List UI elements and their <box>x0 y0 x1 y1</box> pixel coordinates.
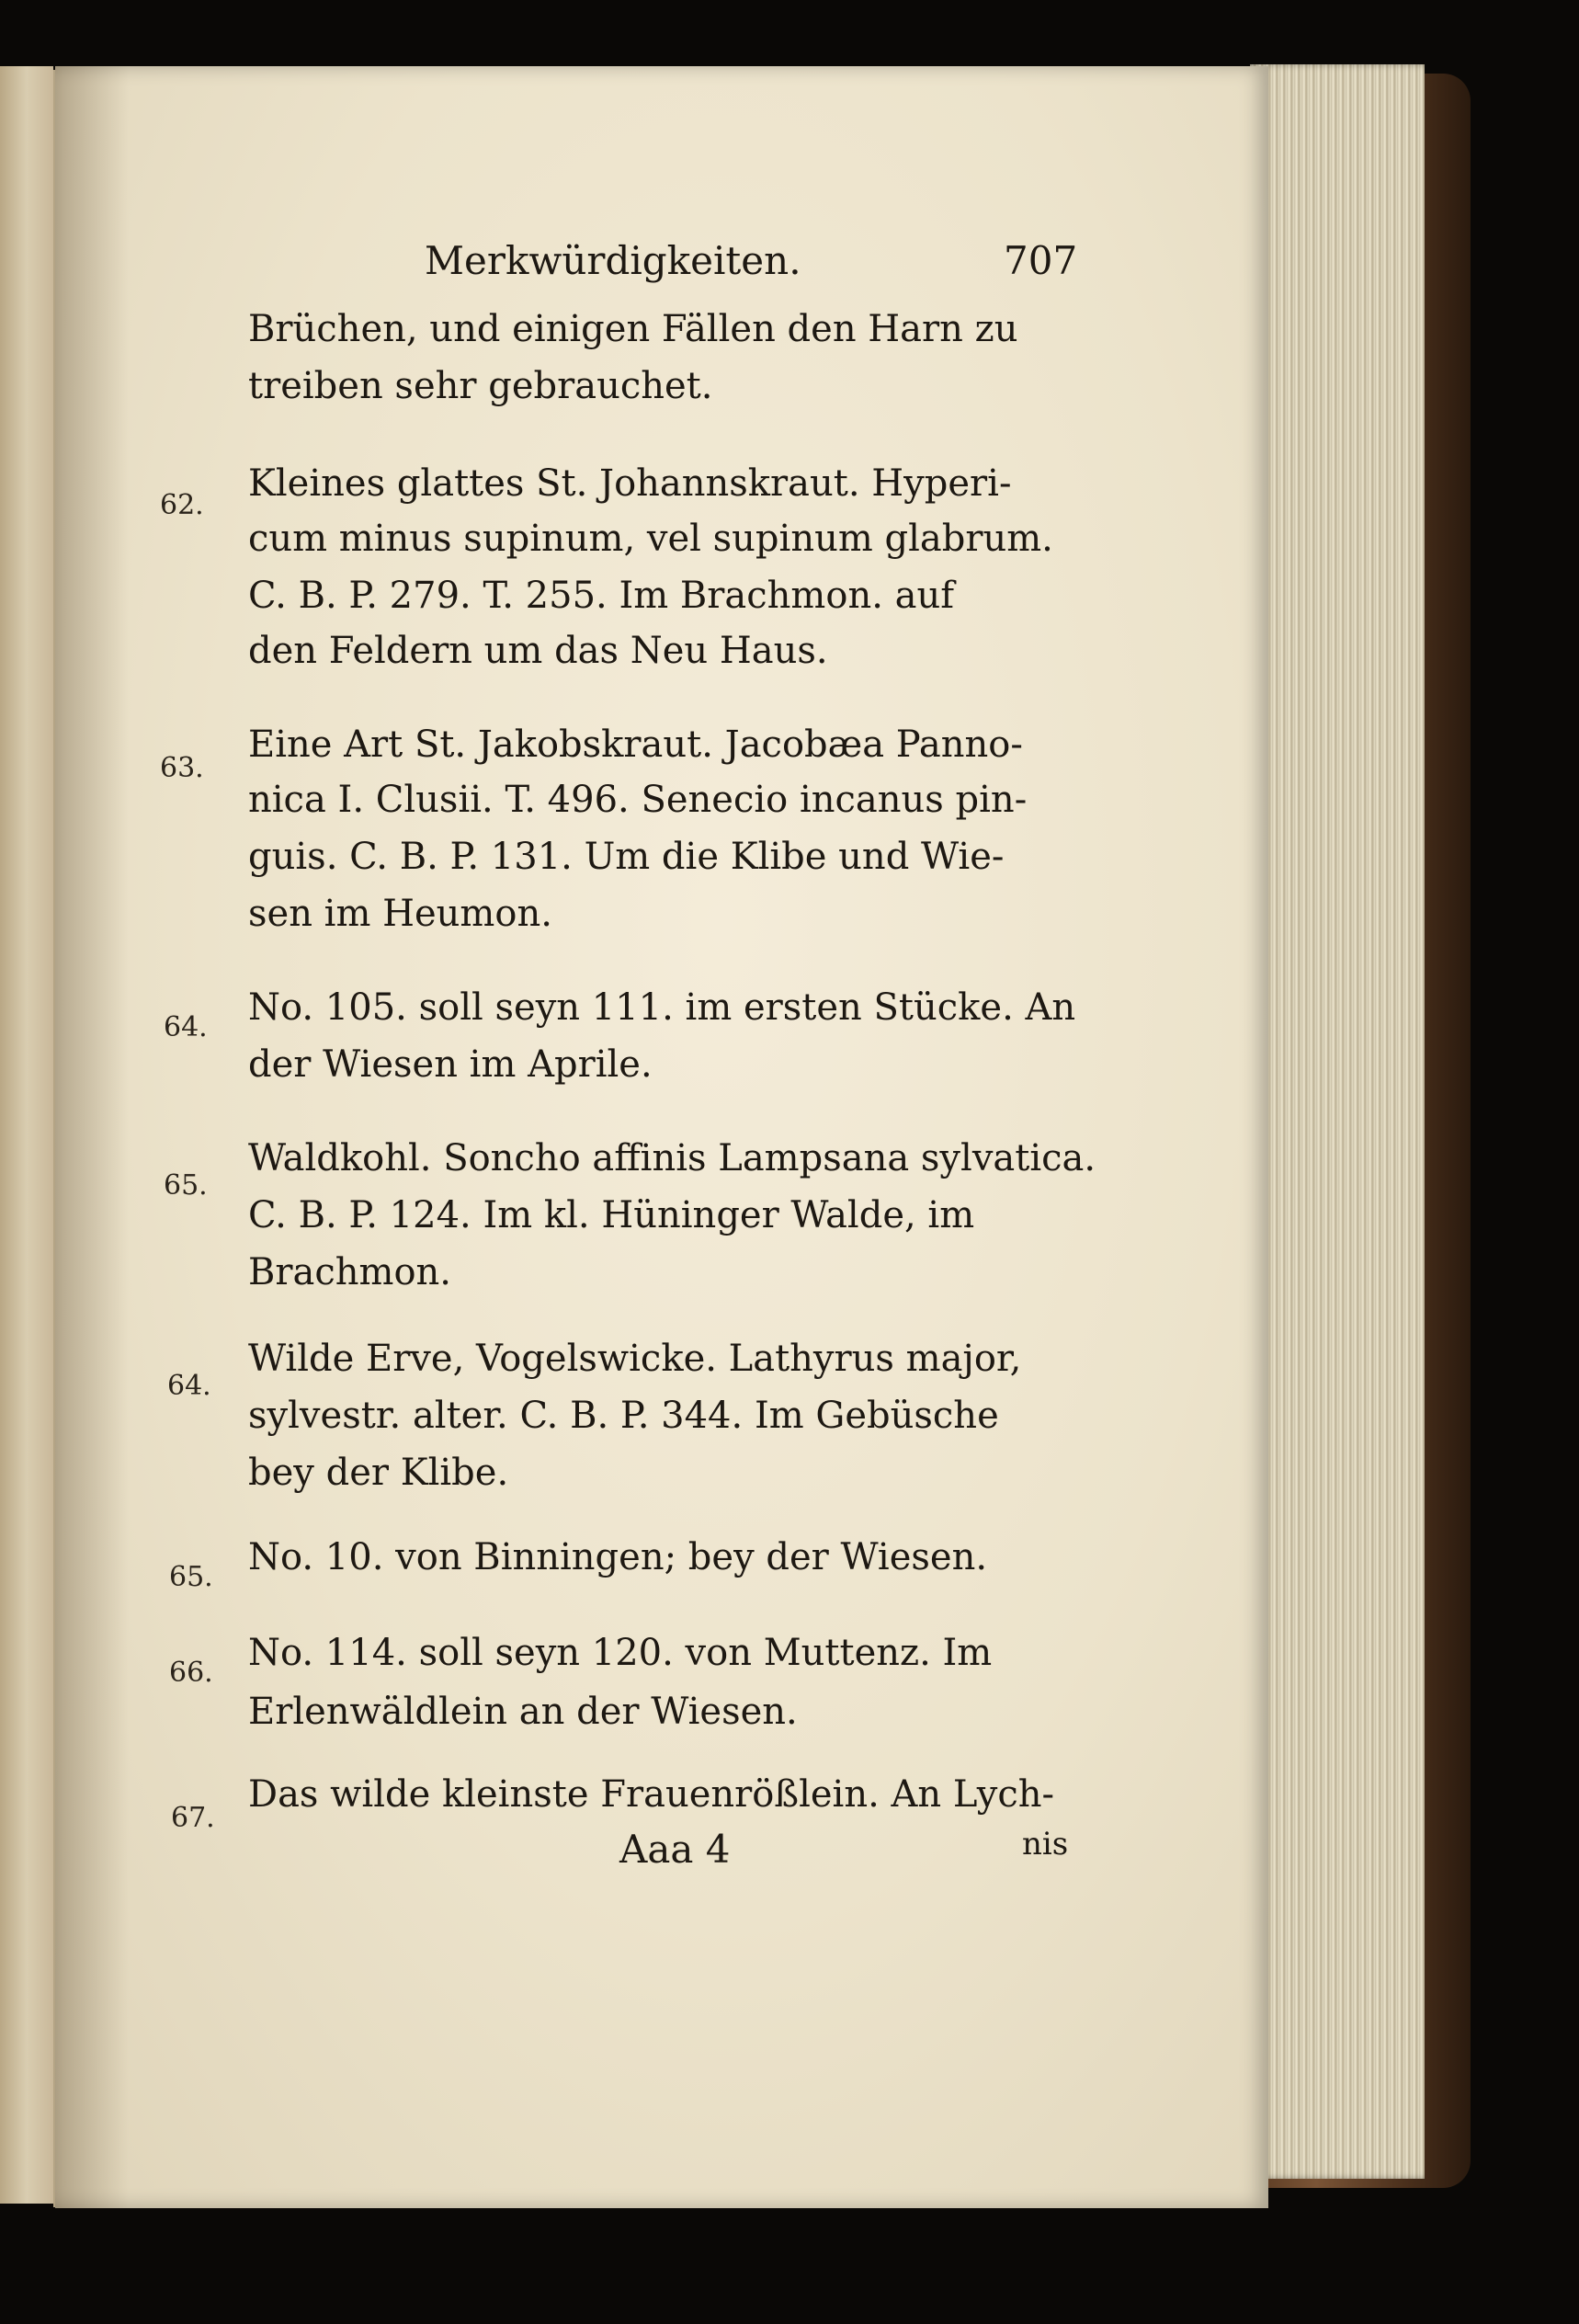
text-line: C. B. P. 279. T. 255. Im Brachmon. auf <box>248 575 955 617</box>
running-title: Merkwürdigkeiten. <box>425 238 801 283</box>
text-line: Waldkohl. Soncho affinis Lampsana sylvatica. <box>248 1137 1096 1179</box>
text-line: No. 10. von Binningen; bey der Wiesen. <box>248 1536 988 1578</box>
text-line: No. 114. soll seyn 120. von Muttenz. Im <box>248 1632 993 1674</box>
text-line: sylvestr. alter. C. B. P. 344. Im Gebüsche <box>248 1395 999 1437</box>
text-line: Erlenwäldlein an der Wiesen. <box>248 1691 798 1733</box>
entry-number: 65. <box>169 1561 213 1593</box>
entry-number: 64. <box>164 1011 208 1043</box>
entry-number: 65. <box>164 1169 208 1202</box>
text-line: sen im Heumon. <box>248 893 552 935</box>
gutter-shadow <box>55 66 129 2208</box>
text-line: Kleines glattes St. Johannskraut. Hyperi- <box>248 462 1012 505</box>
text-line: Brüchen, und einigen Fällen den Harn zu <box>248 308 1018 350</box>
page-edges <box>1250 64 1425 2179</box>
entry-number: 64. <box>167 1370 211 1402</box>
text-line: treiben sehr gebrauchet. <box>248 365 713 407</box>
signature-mark: Aaa 4 <box>619 1827 731 1872</box>
text-line: bey der Klibe. <box>248 1452 509 1494</box>
text-line: Brachmon. <box>248 1251 452 1293</box>
text-line: No. 105. soll seyn 111. im ersten Stücke. An <box>248 986 1076 1029</box>
text-line: nica I. Clusii. T. 496. Senecio incanus pin- <box>248 779 1028 821</box>
text-line: Wilde Erve, Vogelswicke. Lathyrus major, <box>248 1338 1022 1380</box>
entry-number: 63. <box>160 752 204 784</box>
entry-number: 62. <box>160 489 204 521</box>
text-line: cum minus supinum, vel supinum glabrum. <box>248 518 1053 560</box>
text-line: Das wilde kleinste Frauenrößlein. An Lych- <box>248 1773 1055 1816</box>
page-number: 707 <box>1004 238 1078 283</box>
entry-number: 66. <box>169 1657 213 1689</box>
entry-number: 67. <box>171 1802 215 1834</box>
text-line: der Wiesen im Aprile. <box>248 1043 653 1086</box>
text-line: Eine Art St. Jakobskraut. Jacobæa Panno- <box>248 723 1023 766</box>
left-page-edge <box>0 66 53 2204</box>
text-line: C. B. P. 124. Im kl. Hüninger Walde, im <box>248 1194 975 1236</box>
text-line: guis. C. B. P. 131. Um die Klibe und Wie- <box>248 836 1005 878</box>
catchword: nis <box>1022 1826 1069 1863</box>
text-line: den Feldern um das Neu Haus. <box>248 630 828 672</box>
